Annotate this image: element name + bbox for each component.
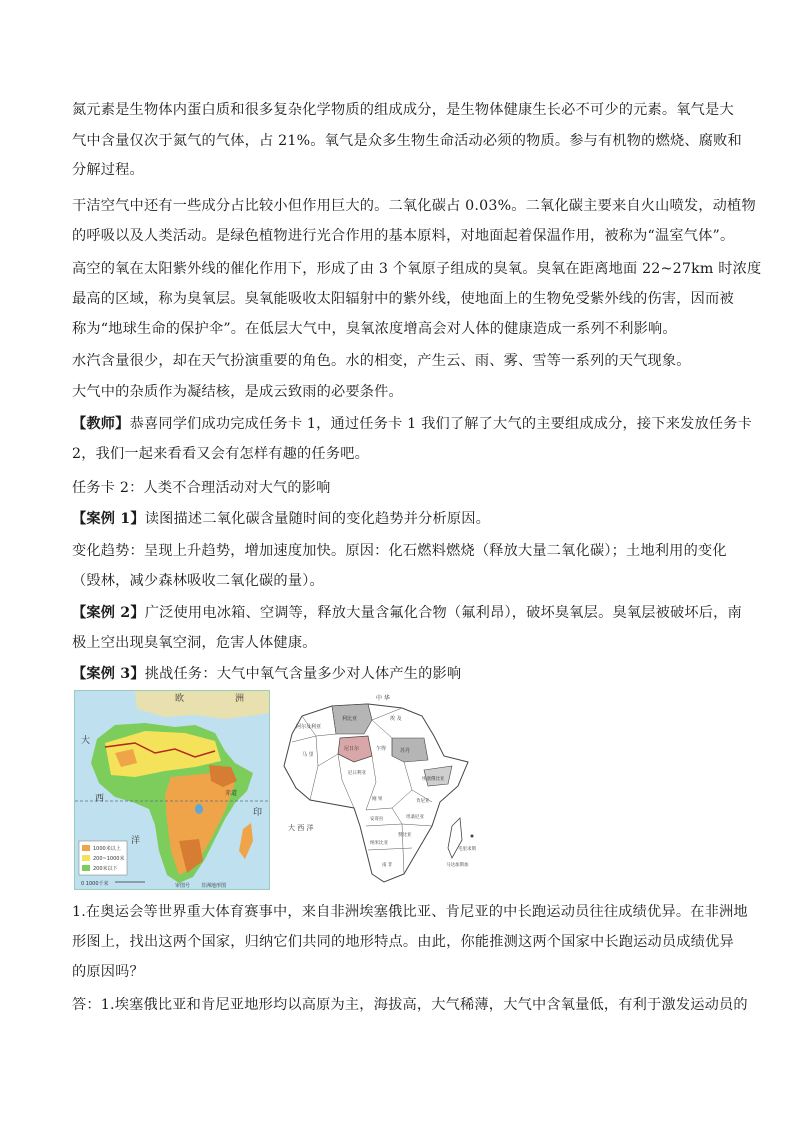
text-line: 最高的区域，称为臭氧层。臭氧能吸收太阳辐射中的紫外线，使地面上的生物免受紫外线的伤害，因而被 (72, 291, 734, 307)
africa-maps (74, 690, 482, 890)
map-label: 大 西 洋 (288, 824, 314, 832)
map-caption: 非洲地形图 (201, 883, 227, 889)
map-label: 大 (81, 736, 91, 746)
map-label: 印 (253, 808, 263, 818)
text-span: 恭喜同学们成功完成任务卡 1，通过任务卡 1 我们了解了大气的主要组成成分，接下来发放任务卡 (129, 416, 753, 432)
text-line: 高空的氧在太阳紫外线的催化作用下，形成了由 3 个氧原子组成的臭氧。臭氧在距离地面 22~27km 时浓度 (72, 261, 762, 277)
text-line: 干洁空气中还有一些成分占比较小但作用巨大的。二氧化碳占 0.03%。二氧化碳主要来自火山喷发，动植物 (72, 198, 756, 214)
map-label: 毛里求斯 (458, 847, 476, 852)
legend-swatch (82, 855, 90, 861)
text-line: 极上空出现臭氧空洞，危害人体健康。 (72, 635, 317, 651)
legend-swatch (82, 845, 90, 851)
mauritius-dot (471, 835, 474, 838)
map-label: 赤道 (225, 790, 238, 797)
text-line: 变化趋势：呈现上升趋势，增加速度加快。原因：化石燃料燃烧（释放大量二氧化碳）；土地利用的变化 (72, 543, 727, 559)
map-label: 西 (95, 794, 105, 804)
text-line: 1.在奥运会等世界重大体育赛事中，来自非洲埃塞俄比亚、肯尼亚的中长跑运动员往往成绩优异。在非洲地 (72, 904, 748, 920)
map-label: 埃 及 (390, 716, 402, 722)
answer-line: 答：1.埃塞俄比亚和肯尼亚地形均以高原为主，海拔高，大气稀薄，大气中含氧量低，有利于激发运动员的 (72, 997, 748, 1013)
political-map-svg (272, 690, 482, 890)
text-line: 称为“地球生命的保护伞”。在低层大气中，臭氧浓度增高会对人体的健康造成一系列不利影响。 (72, 321, 677, 337)
map-label: 洋 (131, 836, 141, 846)
map-label: 马达加斯加 (446, 863, 469, 868)
africa-physical-map (74, 690, 270, 890)
map-label: 马 里 (302, 752, 314, 758)
map-label: 刚 果 (372, 797, 383, 802)
map-label: 阿尔及利亚 (296, 724, 322, 730)
case-1-label: 【案例 1】 (72, 511, 145, 527)
map-label: 安哥拉 (370, 817, 384, 822)
map-label: 苏丹 (400, 748, 411, 754)
source-label: 审图号 (175, 883, 191, 889)
text-line: 水汽含量很少，却在天气扮演重要的角色。水的相变，产生云、雨、雾、雪等一系列的天气现象。 (72, 353, 691, 369)
text-line: 的呼吸以及人类活动。是绿色植物进行光合作用的基本原料，对地面起着保温作用，被称为“温室气体”。 (72, 228, 735, 244)
lake-victoria (195, 804, 203, 814)
teacher-label: 【教师】 (72, 416, 130, 432)
map-label: 中 华 (376, 695, 390, 702)
text-span: 广泛使用电冰箱、空调等，释放大量含氟化合物（氟利昂），破坏臭氧层。臭氧层被破坏后，南 (144, 605, 742, 621)
case-1-line (72, 509, 724, 529)
map-label: 肯尼亚 (416, 799, 430, 804)
map-label: 埃塞俄比亚 (422, 777, 445, 782)
text-line: 氮元素是生物体内蛋白质和很多复杂化学物质的组成成分，是生物体健康生长必不可少的元素。氧气是大 (72, 102, 734, 118)
map-label: 赞比亚 (398, 833, 412, 838)
text-line: 气中含量仅次于氮气的气体，占 21%。氧气是众多生物生命活动必须的物质。参与有机物的燃烧、腐败和 (72, 133, 742, 149)
map-label: 洲 (235, 694, 245, 704)
map-label: 坦桑尼亚 (406, 815, 424, 820)
map-label: 乍得 (376, 746, 387, 752)
legend-label: 200~1000米 (93, 856, 125, 862)
legend-label: 200米以下 (93, 866, 118, 872)
text-line: 形图上，找出这两个国家，归纳它们共同的地形特点。由此，你能推测这两个国家中长跑运动员成绩优异 (72, 934, 734, 950)
map-label: 南 非 (382, 863, 393, 868)
task-card-heading: 任务卡 2：人类不合理活动对大气的影响 (72, 480, 331, 496)
teacher-line (72, 414, 753, 434)
scale-label: 0 1000千米 (81, 881, 109, 887)
text-line: 2，我们一起来看看又会有怎样有趣的任务吧。 (72, 446, 369, 462)
text-span: 读图描述二氧化碳含量随时间的变化趋势并分析原因。 (144, 511, 491, 527)
text-span: 挑战任务：大气中氧气含量多少对人体产生的影响 (144, 666, 462, 682)
map-label: 纳米比亚 (370, 841, 388, 846)
physical-map-svg (75, 691, 270, 890)
map-label: 欧 (175, 694, 185, 704)
map-label: 尼日尔 (344, 746, 360, 752)
text-line: 分解过程。 (72, 162, 144, 178)
text-line: （毁林，减少森林吸收二氧化碳的量）。 (72, 573, 324, 589)
case-2-line (72, 603, 742, 623)
legend-swatch (82, 865, 90, 871)
case-2-label: 【案例 2】 (72, 605, 145, 621)
map-label: 尼日利亚 (348, 771, 366, 776)
africa-political-map (272, 690, 482, 890)
text-line: 的原因吗？ (72, 964, 144, 980)
map-label: 利比亚 (342, 716, 358, 722)
madagascar (448, 818, 462, 858)
legend-label: 1000米以上 (93, 846, 121, 852)
text-line: 大气中的杂质作为凝结核，是成云致雨的必要条件。 (72, 384, 403, 400)
case-3-label: 【案例 3】 (72, 666, 145, 682)
case-3-line (72, 664, 724, 684)
